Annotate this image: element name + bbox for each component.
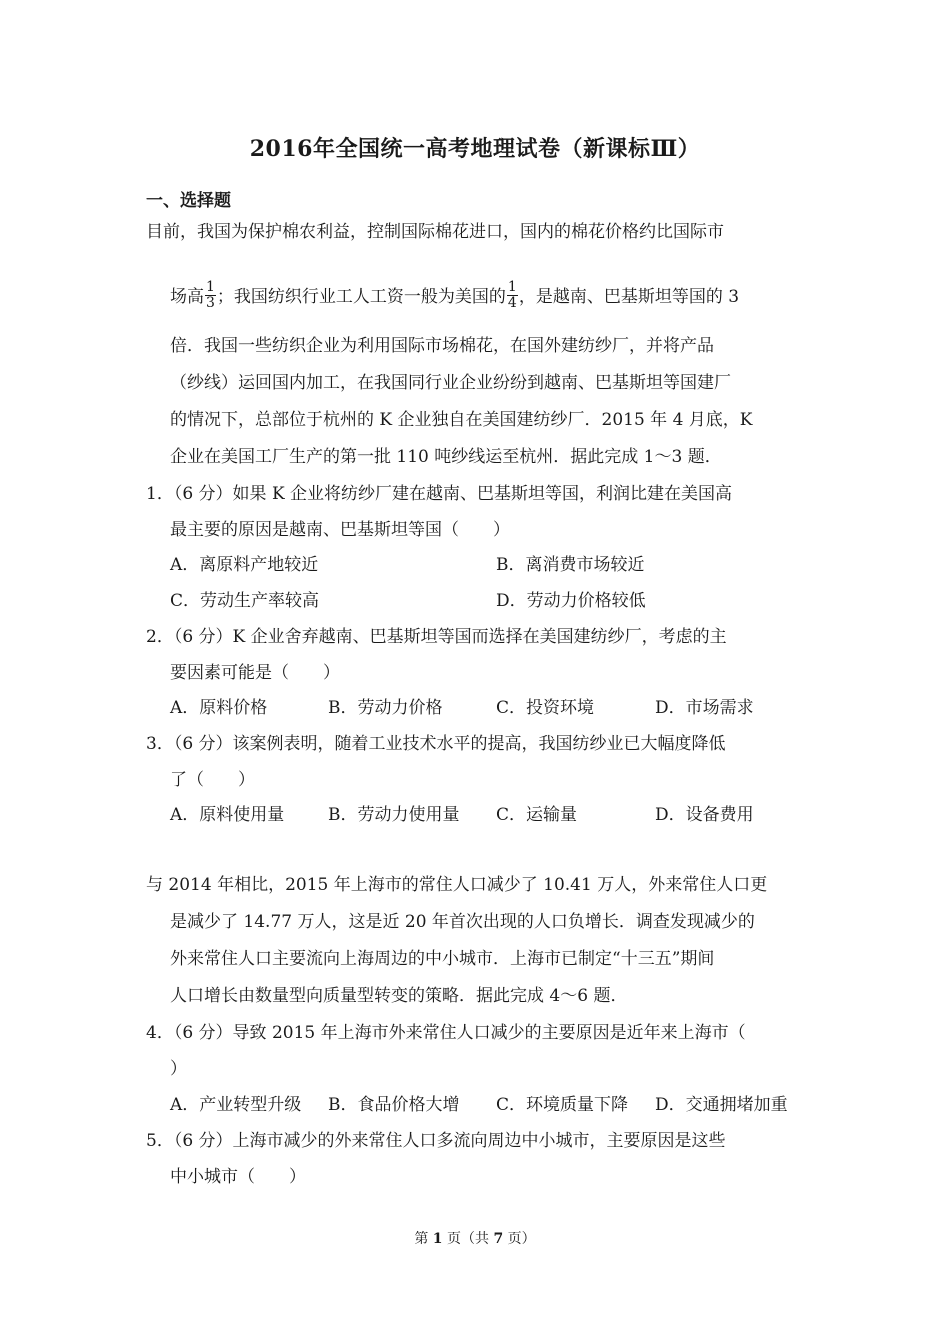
question-3-option-c[interactable]: C．运输量: [496, 805, 578, 825]
question-1-stem-line1: 1．（6 分）如果 K 企业将纺纱厂建在越南、巴基斯坦等国，利润比建在美国高: [146, 484, 733, 504]
question-2-option-b[interactable]: B．劳动力价格: [328, 698, 443, 718]
footer-middle: 页（共: [442, 1231, 494, 1247]
question-2-stem-line2: 要因素可能是（ ）: [170, 663, 340, 683]
passage1-line2-text-b: ；我国纺织行业工人工资一般为美国的: [216, 287, 506, 307]
question-2-option-c[interactable]: C．投资环境: [496, 698, 595, 718]
passage1-line2-text-a: 场高: [170, 287, 204, 307]
fraction-denominator: 4: [507, 295, 517, 311]
passage1-line3: 倍．我国一些纺织企业为利用国际市场棉花，在国外建纺纱厂，并将产品: [170, 336, 714, 356]
question-1-option-d[interactable]: D．劳动力价格较低: [496, 591, 646, 611]
passage2-line3: 外来常住人口主要流向上海周边的中小城市．上海市已制定“十三五”期间: [170, 949, 715, 969]
question-1-option-c[interactable]: C．劳动生产率较高: [170, 591, 320, 611]
question-1-option-b[interactable]: B．离消费市场较近: [496, 555, 645, 575]
question-3-option-d[interactable]: D．设备费用: [655, 805, 754, 825]
passage1-line4: （纱线）运回国内加工，在我国同行业企业纷纷到越南、巴基斯坦等国建厂: [170, 373, 731, 393]
question-1-stem-line2: 最主要的原因是越南、巴基斯坦等国（ ）: [170, 520, 510, 540]
current-page-number: 1: [432, 1231, 443, 1247]
section-heading: 一、选择题: [146, 191, 231, 211]
question-5-stem-line2: 中小城市（ ）: [170, 1167, 306, 1187]
page-title: 2016年全国统一高考地理试卷（新课标Ⅲ）: [249, 136, 701, 162]
fraction-denominator: 3: [206, 295, 215, 311]
passage1-line1: 目前，我国为保护棉农利益，控制国际棉花进口，国内的棉花价格约比国际市: [146, 222, 724, 242]
question-2-stem-line1: 2．（6 分）K 企业舍弃越南、巴基斯坦等国而选择在美国建纺纱厂，考虑的主: [146, 627, 727, 647]
fraction-numerator: 1: [206, 279, 215, 295]
passage2-line1: 与 2014 年相比，2015 年上海市的常住人口减少了 10.41 万人，外来常住人口更: [146, 875, 768, 895]
question-3-option-a[interactable]: A．原料使用量: [170, 805, 285, 825]
question-4-option-a[interactable]: A．产业转型升级: [170, 1095, 302, 1115]
fraction-one-quarter: [507, 280, 518, 311]
total-page-count: 7: [493, 1231, 504, 1247]
question-2-option-a[interactable]: A．原料价格: [170, 698, 268, 718]
footer-suffix: 页）: [503, 1231, 536, 1247]
question-5-stem-line1: 5．（6 分）上海市减少的外来常住人口多流向周边中小城市，主要原因是这些: [146, 1131, 726, 1151]
page-footer: [0, 1228, 950, 1248]
fraction-numerator: 1: [507, 279, 517, 295]
passage1-line2-text-c: ，是越南、巴基斯坦等国的 3: [518, 287, 740, 307]
passage1-line5: 的情况下，总部位于杭州的 K 企业独自在美国建纺纱厂．2015 年 4 月底，K: [170, 410, 753, 430]
footer-prefix: 第: [414, 1231, 433, 1247]
question-3-stem-line1: 3．（6 分）该案例表明，随着工业技术水平的提高，我国纺纱业已大幅度降低: [146, 734, 726, 754]
fraction-one-third: [205, 280, 216, 311]
question-4-option-d[interactable]: D．交通拥堵加重: [655, 1095, 788, 1115]
question-4-option-b[interactable]: B．食品价格大增: [328, 1095, 460, 1115]
question-3-option-b[interactable]: B．劳动力使用量: [328, 805, 460, 825]
question-1-option-a[interactable]: A．离原料产地较近: [170, 555, 319, 575]
question-4-option-c[interactable]: C．环境质量下降: [496, 1095, 629, 1115]
question-4-stem-line1: 4．（6 分）导致 2015 年上海市外来常住人口减少的主要原因是近年来上海市（: [146, 1023, 746, 1043]
question-4-stem-line2: ）: [170, 1059, 187, 1079]
question-3-stem-line2: 了（ ）: [170, 770, 255, 790]
question-2-option-d[interactable]: D．市场需求: [655, 698, 754, 718]
passage1-line6: 企业在美国工厂生产的第一批 110 吨纱线运至杭州．据此完成 1～3 题．: [170, 447, 722, 467]
passage1-line2: [170, 279, 740, 313]
passage2-line4: 人口增长由数量型向质量型转变的策略．据此完成 4～6 题．: [170, 986, 628, 1006]
passage2-line2: 是减少了 14.77 万人，这是近 20 年首次出现的人口负增长．调查发现减少的: [170, 912, 755, 932]
